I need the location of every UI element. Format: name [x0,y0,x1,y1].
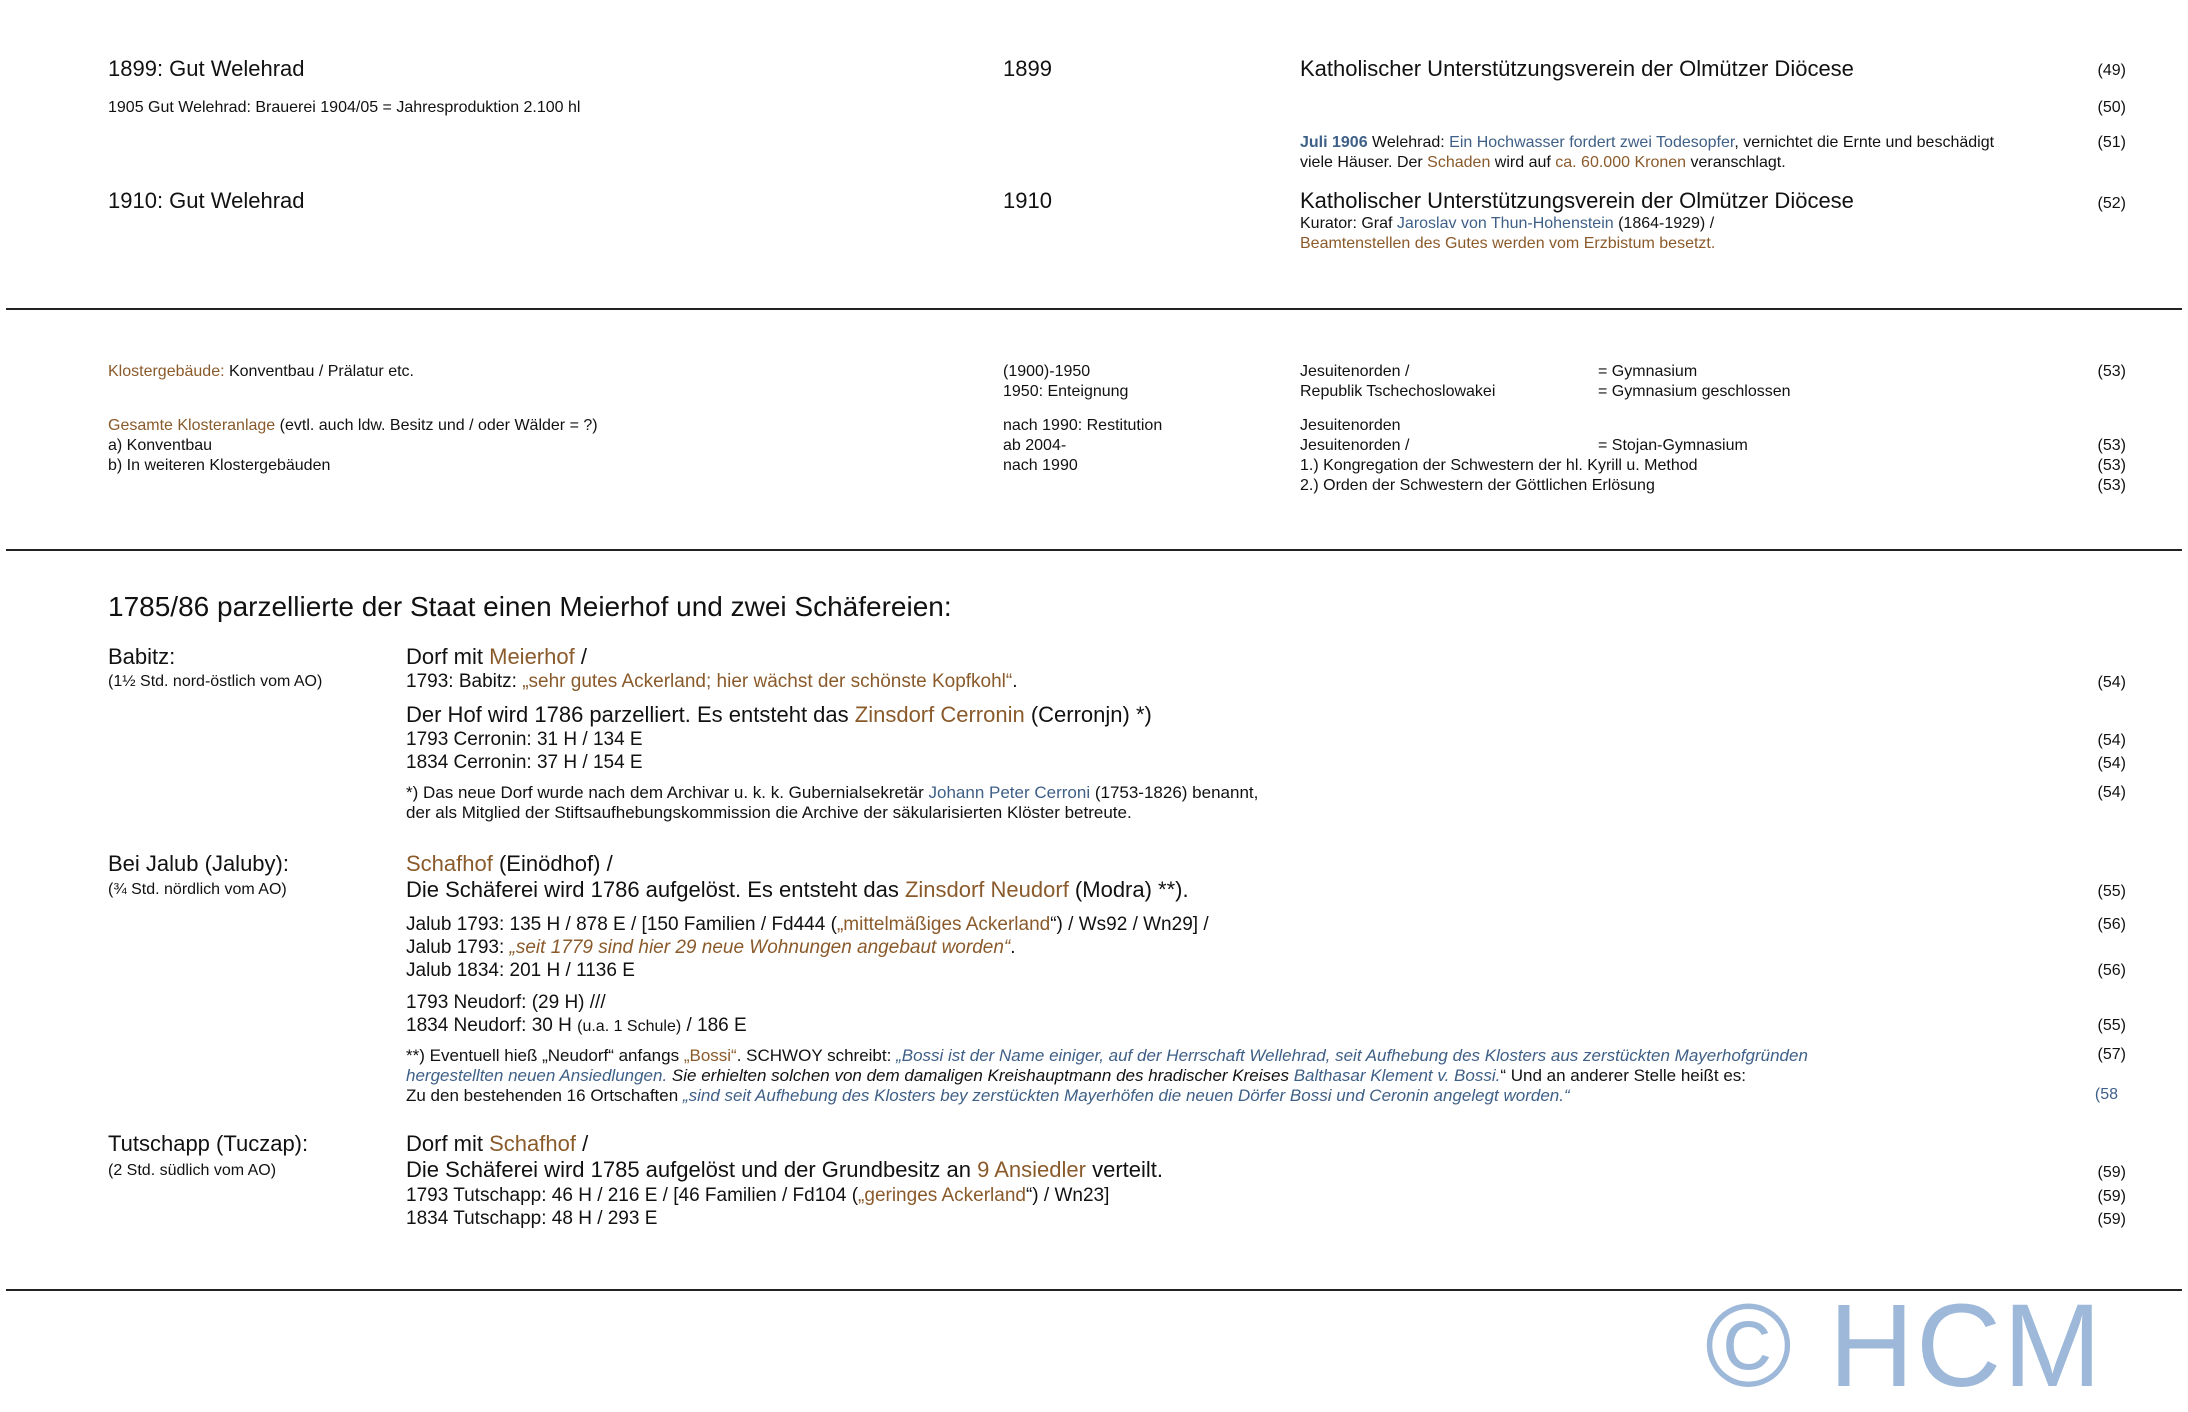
klosteranlage-year-2: ab 2004- [1003,437,1067,454]
babitz-line1: Dorf mit Meierhof / [406,644,587,669]
klostergebaeude-owner-2: Republik Tschechoslowakei [1300,383,1496,400]
jalub-line2: Die Schäferei wird 1786 aufgelöst. Es entsteht das Zinsdorf Neudorf (Modra) **). [406,877,1189,902]
babitz-line3: Der Hof wird 1786 parzelliert. Es entsteht das Zinsdorf Cerronin (Cerronjn) *) [406,702,1152,727]
divider-2 [6,549,2182,551]
entry-1905-text: 1905 Gut Welehrad: Brauerei 1904/05 = Jahresproduktion 2.100 hl [108,99,581,116]
footnote-ref-55b: (55) [2097,1017,2126,1034]
klosteranlage-owner-2: Jesuitenorden / [1300,437,1410,454]
footnote-ref-56b: (56) [2097,962,2126,979]
footnote-ref-59a: (59) [2097,1164,2126,1181]
klosteranlage-status: = Stojan-Gymnasium [1598,437,1748,454]
babitz-name: Babitz: [108,644,176,669]
jalub-line7: 1834 Neudorf: 30 H (u.a. 1 Schule) / 186 E [406,1015,747,1036]
klosteranlage-year-1: nach 1990: Restitution [1003,417,1163,434]
babitz-note-line1: *) Das neue Dorf wurde nach dem Archivar u. k. k. Gubernialsekretär Johann Peter Cerroni (1753-1826) benannt, [406,783,1259,802]
tutschapp-line2: Die Schäferei wird 1785 aufgelöst und der Grundbesitz an 9 Ansiedler verteilt. [406,1157,1164,1182]
entry-1910-owner: Katholischer Unterstützungsverein der Olmützer Diöcese [1300,188,1854,213]
jalub-note-line3: Zu den bestehenden 16 Ortschaften „sind seit Aufhebung des Klosters bey zerstückten Mayerhöfen die neuen Dörfer Bossi und Ceronin angelegt worden.“ [406,1086,1570,1105]
klostergebaeude-year-2: 1950: Enteignung [1003,383,1129,400]
klostergebaeude-year-1: (1900)-1950 [1003,363,1091,380]
babitz-line5: 1834 Cerronin: 37 H / 154 E [406,752,643,773]
footnote-ref-54b: (54) [2097,732,2126,749]
klosteranlage-a: a) Konventbau [108,437,213,454]
footnote-ref-54c: (54) [2097,755,2126,772]
jalub-line4: Jalub 1793: „seit 1779 sind hier 29 neue Wohnungen angebaut worden“. [406,937,1016,958]
flood-highlight: Ein Hochwasser fordert zwei Todesopfer [1449,134,1735,151]
jalub-note-line1: **) Eventuell hieß „Neudorf“ anfangs „Bossi“. SCHWOY schreibt: „Bossi ist der Name einiger, auf der Herrschaft Wellehrad, seit Aufhebung des Klosters aus zerstückten Mayerhofgründen [406,1046,1808,1065]
entry-1910-note: Beamtenstellen des Gutes werden vom Erzbistum besetzt. [1300,235,1716,252]
entry-1899-left: 1899: Gut Welehrad [108,56,305,81]
footnote-ref-54d: (54) [2097,784,2126,801]
tutschapp-line3: 1793 Tutschapp: 46 H / 216 E / [46 Familien / Fd104 („geringes Ackerland“) / Wn23] [406,1185,1110,1206]
jalub-name: Bei Jalub (Jaluby): [108,851,289,876]
klosteranlage-owner-4: 2.) Orden der Schwestern der Göttlichen Erlösung [1300,477,1655,494]
jalub-note-line2: hergestellten neuen Ansiedlungen. Sie erhielten solchen von dem damaligen Kreishauptmann des hradischer Kreises Balthasar Klement v. Bossi.“ Und an anderer Stelle heißt es: [406,1066,1747,1085]
footnote-ref-53b: (53) [2097,437,2126,454]
footnote-ref-55a: (55) [2097,883,2126,900]
footnote-ref-53d: (53) [2097,477,2126,494]
footnote-ref-50: (50) [2097,99,2126,116]
entry-1906-line2: viele Häuser. Der Schaden wird auf ca. 60.000 Kronen veranschlagt. [1300,154,1786,171]
klostergebaeude-label: Klostergebäude: Konventbau / Prälatur etc. [108,363,414,380]
footnote-ref-58: (58 [2094,1086,2118,1103]
jalub-line6: 1793 Neudorf: (29 H) /// [406,992,606,1013]
footnote-ref-52: (52) [2097,195,2126,212]
klostergebaeude-owner-1: Jesuitenorden / [1300,363,1410,380]
footnote-ref-59b: (59) [2097,1188,2126,1205]
jalub-line5: Jalub 1834: 201 H / 1136 E [406,960,635,981]
jalub-line3: Jalub 1793: 135 H / 878 E / [150 Familien / Fd444 („mittelmäßiges Ackerland“) / Ws92 / Wn29] / [406,914,1209,935]
entry-1906-line1: Juli 1906 Welehrad: Ein Hochwasser fordert zwei Todesopfer, vernichtet die Ernte und beschädigt [1300,134,1995,151]
klosteranlage-label: Gesamte Klosteranlage (evtl. auch ldw. Besitz und / oder Wälder = ?) [108,417,598,434]
copyright-watermark: © HCM [1705,1280,2104,1412]
tutschapp-name: Tutschapp (Tuczap): [108,1131,309,1156]
klosteranlage-year-3: nach 1990 [1003,457,1078,474]
klosteranlage-owner-3: 1.) Kongregation der Schwestern der hl. Kyrill u. Method [1300,457,1698,474]
klostergebaeude-status-2: = Gymnasium geschlossen [1598,383,1791,400]
entry-1899-owner: Katholischer Unterstützungsverein der Olmützer Diöcese [1300,56,1854,81]
footnote-ref-53c: (53) [2097,457,2126,474]
footnote-ref-49: (49) [2097,62,2126,79]
jalub-location: (¾ Std. nördlich vom AO) [108,881,287,898]
footnote-ref-56a: (56) [2097,916,2126,933]
klostergebaeude-status-1: = Gymnasium [1598,363,1698,380]
babitz-line4: 1793 Cerronin: 31 H / 134 E [406,729,643,750]
date-highlight: Juli 1906 [1300,134,1368,151]
divider-1 [6,308,2182,310]
footnote-ref-57: (57) [2097,1046,2126,1063]
footnote-ref-59c: (59) [2097,1211,2126,1228]
section-heading: 1785/86 parzellierte der Staat einen Meierhof und zwei Schäfereien: [108,591,952,622]
jalub-line1: Schafhof (Einödhof) / [406,851,613,876]
babitz-note-line2: der als Mitglied der Stiftsaufhebungskommission die Archive der säkularisierten Klöster betreute. [406,803,1132,822]
tutschapp-location: (2 Std. südlich vom AO) [108,1162,277,1179]
footnote-ref-53a: (53) [2097,363,2126,380]
entry-1910-year: 1910 [1003,188,1052,213]
footnote-ref-54a: (54) [2097,674,2126,691]
tutschapp-line4: 1834 Tutschapp: 48 H / 293 E [406,1208,658,1229]
entry-1899-year: 1899 [1003,56,1052,81]
babitz-location: (1½ Std. nord-östlich vom AO) [108,673,323,690]
tutschapp-line1: Dorf mit Schafhof / [406,1131,589,1156]
klosteranlage-owner-1: Jesuitenorden [1300,417,1401,434]
entry-1910-kurator: Kurator: Graf Jaroslav von Thun-Hohenstein (1864-1929) / [1300,215,1715,232]
entry-1910-left: 1910: Gut Welehrad [108,188,305,213]
footnote-ref-51: (51) [2097,134,2126,151]
klosteranlage-b: b) In weiteren Klostergebäuden [108,457,331,474]
babitz-line2: 1793: Babitz: „sehr gutes Ackerland; hier wächst der schönste Kopfkohl“. [406,671,1018,692]
